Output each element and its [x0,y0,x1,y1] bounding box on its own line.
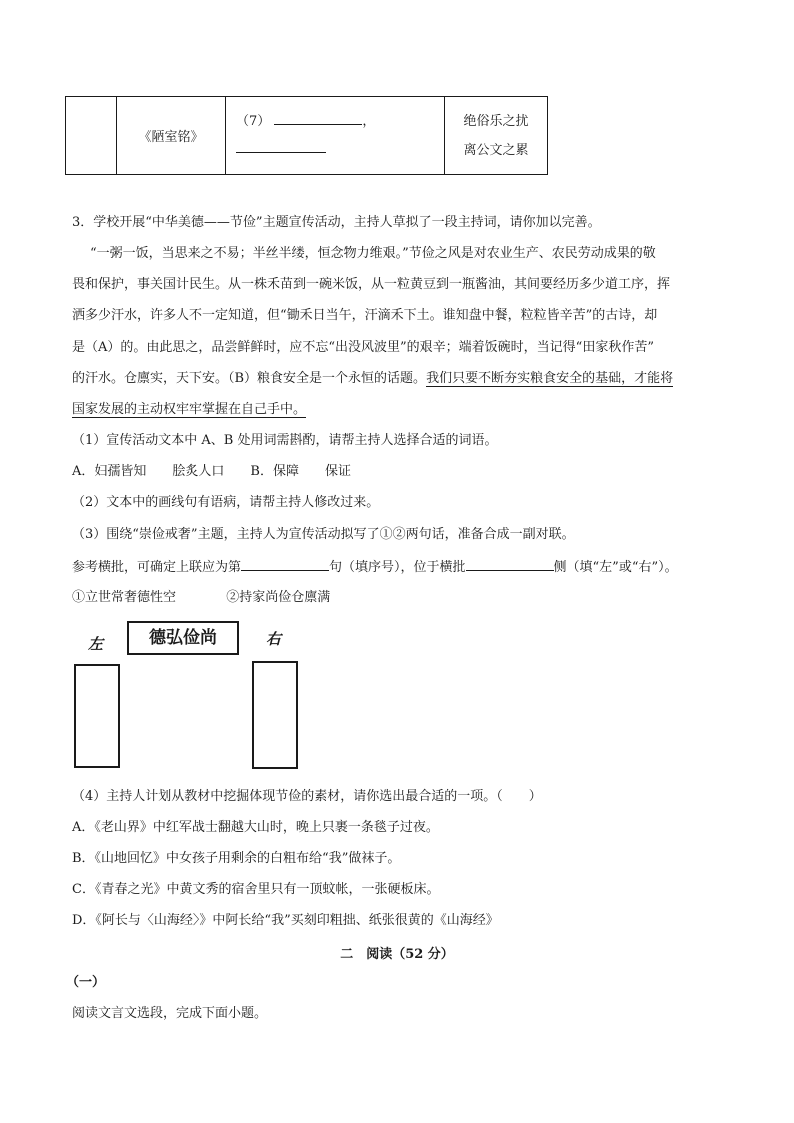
sub-question-2: （2）文本中的画线句有语病，请帮主持人修改过来。 [72,495,380,510]
fill-text-c: 侧（填“左”或“右”）。 [553,560,678,575]
fill-text-a: 参考横批，可确定上联应为第 [72,560,242,575]
underlined-sentence-part1: 我们只要不断夯实粮食安全的基础，才能将 [426,371,674,386]
question3-intro: 3．学校开展“中华美德——节俭”主题宣传活动，主持人草拟了一段主持词，请你加以完善。 [72,215,601,230]
passage-line-5-plain: 的汗水。仓廪实，天下安。（B）粮食安全是一个永恒的话题。 [72,371,427,386]
couplet-right-box [252,661,298,769]
passage-line-6 [72,401,306,419]
option-a[interactable]: A．《老山界》中红军战士翻越大山时，晚上只裹一条毯子过夜。 [72,820,439,835]
section-instruction: 阅读文言文选段，完成下面小题。 [72,1006,268,1021]
answer-blank-1[interactable] [274,111,362,125]
option-b[interactable]: B．《山地回忆》中女孩子用剩余的白粗布给“我”做袜子。 [72,851,401,866]
couplet-left-box [74,664,120,768]
table-title: 《陋室铭》 [138,130,204,145]
passage-line-4: 是（A）的。由此思之，品尝鲜鲜时，应不忘“出没风波里”的艰辛；端着饭碗时，当记得“田家秋作苦” [72,340,654,355]
answer-blank-2[interactable] [236,139,326,153]
answer-table [65,96,548,175]
table-cell-blanks [226,97,445,175]
couplet-sentence-1: ①立世常奢德性空 [72,590,177,605]
sub-question-3-fill [72,557,678,577]
sub-question-1: （1）宣传活动文本中 A、B 处用词需斟酌，请帮主持人选择合适的词语。 [72,433,498,448]
table-right-line2: 离公文之累 [463,142,529,158]
section-heading: 二 阅读（52 分） [340,947,454,962]
table-row [66,97,548,175]
passage-line-2: 畏和保护，事关国计民生。从一株禾苗到一碗米饭，从一粒黄豆到一瓶酱油，其间要经历多少道工序，挥 [72,277,671,292]
passage-line-3: 洒多少汗水，许多人不一定知道，但“锄禾日当午，汗滴禾下土。谁知盘中餐，粒粒皆辛苦”的古诗，却 [72,308,658,323]
table-cell-title [117,97,226,175]
underlined-sentence-part2: 国家发展的主动权牢牢掌握在自己手中。 [72,402,307,417]
couplet-banner: 德弘俭尚 [127,621,239,655]
option-d[interactable]: D．《阿长与〈山海经〉》中阿长给“我”买刻印粗拙、纸张很黄的《山海经》 [72,913,499,928]
fill-text-b: 句（填序号），位于横批 [329,560,466,575]
sentence-number-blank[interactable] [241,557,329,571]
couplet-left-label: 左 [88,635,104,653]
blank-number-label: （7） [236,113,271,129]
passage-line-5 [72,370,673,388]
couplet-sentences [72,589,330,607]
passage-line-1: “一粥一饭，当思来之不易；半丝半缕，恒念物力维艰。”节俭之风是对农业生产、农民劳动成果的敬 [90,246,656,261]
option-c[interactable]: C．《青春之光》中黄文秀的宿舍里只有一顶蚊帐，一张硬板床。 [72,882,440,897]
sub-question-1-options: A．妇孺皆知 脍炙人口 B．保障 保证 [72,464,351,479]
side-blank[interactable] [466,557,554,571]
couplet-sentence-2: ②持家尚俭仓廪满 [226,590,331,605]
table-cell-empty [66,97,117,175]
blank-comma: ， [362,113,376,129]
section-part-label: （一） [66,975,106,990]
sub-question-4: （4）主持人计划从教材中挖掘体现节俭的素材，请你选出最合适的一项。（ ） [72,789,542,804]
sub-question-3: （3）围绕“崇俭戒奢”主题，主持人为宣传活动拟写了①②两句话，准备合成一副对联。 [72,527,575,542]
table-right-line1: 绝俗乐之扰 [463,113,529,129]
table-cell-right [445,97,548,175]
couplet-right-label: 右 [266,630,282,648]
